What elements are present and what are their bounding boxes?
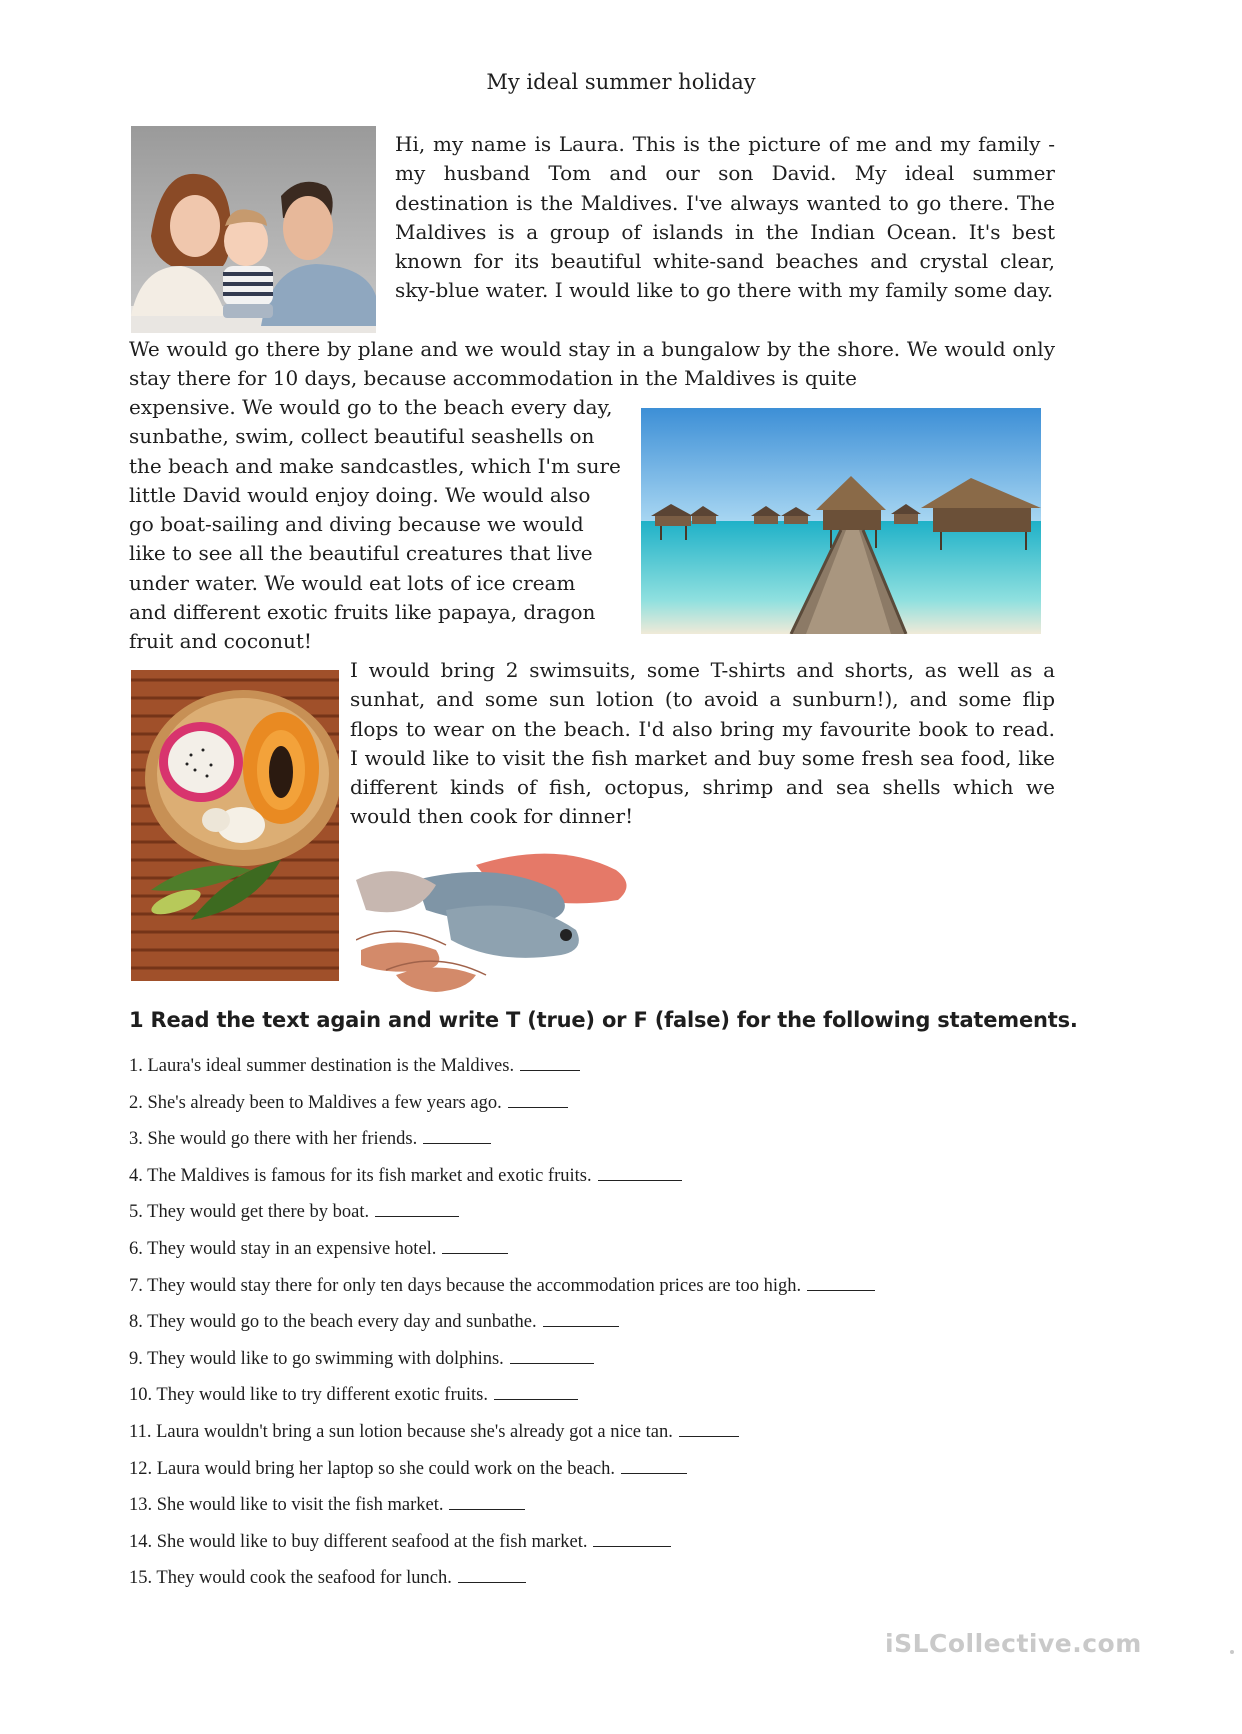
statement-text: 6. They would stay in an expensive hotel.: [129, 1238, 437, 1259]
answer-blank[interactable]: [508, 1093, 568, 1108]
text-line: sunbathe, swim, collect beautiful seashells on: [129, 424, 595, 449]
true-false-list: [129, 1054, 875, 1603]
answer-blank[interactable]: [807, 1276, 875, 1291]
exercise-heading: 1 Read the text again and write T (true) or F (false) for the following statements.: [129, 1008, 1078, 1032]
text-line: expensive. We would go to the beach every day,: [129, 395, 613, 419]
answer-blank[interactable]: [449, 1495, 525, 1510]
text-line: go boat-sailing and diving because we would: [129, 512, 584, 537]
statement-item: [129, 1347, 875, 1384]
exotic-fruit-photo: [131, 670, 339, 981]
statement-text: 5. They would get there by boat.: [129, 1202, 370, 1223]
travel-paragraph: We would go there by plane and we would stay in a bungalow by the shore. We would only stay there for 10 days, because accommodation in the Maldives is quite: [129, 337, 1055, 391]
answer-blank[interactable]: [423, 1129, 491, 1144]
activities-paragraph: [129, 393, 639, 657]
text-line: under water. We would eat lots of ice cream: [129, 570, 576, 595]
answer-blank[interactable]: [520, 1056, 580, 1071]
statement-item: [129, 1493, 875, 1530]
answer-blank[interactable]: [621, 1459, 687, 1474]
text-line: fruit and coconut!: [129, 629, 312, 654]
statement-text: 15. They would cook the seafood for lunch.: [129, 1568, 452, 1589]
statement-item: [129, 1457, 875, 1494]
answer-blank[interactable]: [458, 1568, 526, 1583]
statement-item: [129, 1566, 875, 1603]
statement-text: 11. Laura wouldn't bring a sun lotion because she's already got a nice tan.: [129, 1421, 673, 1442]
statement-text: 8. They would go to the beach every day and sunbathe.: [129, 1312, 537, 1333]
statement-item: [129, 1383, 875, 1420]
statement-item: [129, 1200, 875, 1237]
seafood-photo: [356, 840, 636, 1000]
page-title: My ideal summer holiday: [486, 70, 756, 94]
statement-text: 1. Laura's ideal summer destination is the Maldives.: [129, 1056, 515, 1076]
maldives-bungalow-photo: [641, 408, 1041, 634]
statement-item: [129, 1310, 875, 1347]
answer-blank[interactable]: [494, 1385, 578, 1400]
statement-item: [129, 1054, 875, 1091]
statement-item: [129, 1530, 875, 1567]
text-line: and different exotic fruits like papaya, dragon: [129, 600, 596, 625]
statement-item: [129, 1164, 875, 1201]
answer-blank[interactable]: [510, 1349, 594, 1364]
statement-text: 10. They would like to try different exotic fruits.: [129, 1385, 488, 1406]
watermark-logo: iSLCollective.com: [885, 1629, 1142, 1658]
text-line: the beach and make sandcastles, which I'm sure: [129, 453, 621, 478]
intro-paragraph: Hi, my name is Laura. This is the picture of me and my family - my husband Tom and our son David. My ideal summer destination is the Maldives. I've always wanted to go there. The Maldives is a group of islands in the Indian Ocean. It's best known for its beautiful white-sand beaches and crystal clear, sky-blue water. I would like to go there with my family some day.: [395, 132, 1055, 303]
statement-text: 13. She would like to visit the fish market.: [129, 1495, 444, 1516]
statement-text: 9. They would like to go swimming with dolphins.: [129, 1348, 504, 1369]
statement-text: 14. She would like to buy different seafood at the fish market.: [129, 1531, 588, 1552]
text-line: little David would enjoy doing. We would also: [129, 482, 591, 507]
statement-text: 3. She would go there with her friends.: [129, 1129, 418, 1150]
statement-text: 7. They would stay there for only ten days because the accommodation prices are too high.: [129, 1275, 802, 1296]
statement-text: 2. She's already been to Maldives a few years ago.: [129, 1092, 502, 1113]
statement-text: 4. The Maldives is famous for its fish market and exotic fruits.: [129, 1165, 592, 1186]
answer-blank[interactable]: [679, 1422, 739, 1437]
statement-item: [129, 1127, 875, 1164]
statement-item: [129, 1237, 875, 1274]
statement-text: 12. Laura would bring her laptop so she could work on the beach.: [129, 1458, 616, 1479]
statement-item: [129, 1091, 875, 1128]
packing-paragraph: I would bring 2 swimsuits, some T-shirts and shorts, as well as a sunhat, and some sun lotion (to avoid a sunburn!), and some flip flops to wear on the beach. I'd also bring my favourite book to read. I would like to visit the fish market and buy some fresh sea food, like different kinds of fish, octopus, shrimp and sea shells which we would then cook for dinner!: [350, 658, 1055, 829]
answer-blank[interactable]: [593, 1532, 671, 1547]
text-line: like to see all the beautiful creatures that live: [129, 541, 593, 566]
answer-blank[interactable]: [543, 1312, 619, 1327]
answer-blank[interactable]: [442, 1239, 508, 1254]
answer-blank[interactable]: [598, 1166, 682, 1181]
decorative-dot: [1230, 1650, 1234, 1654]
statement-item: [129, 1274, 875, 1311]
answer-blank[interactable]: [375, 1202, 459, 1217]
family-photo: [131, 126, 376, 333]
statement-item: [129, 1420, 875, 1457]
